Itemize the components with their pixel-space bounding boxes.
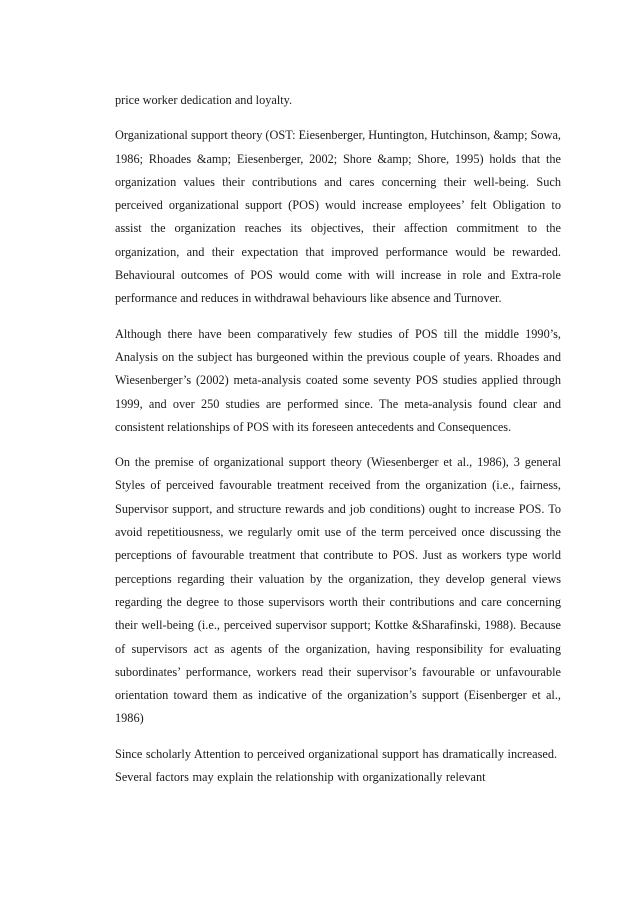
document-body xyxy=(115,89,561,801)
paragraph-1: price worker dedication and loyalty. xyxy=(115,93,293,107)
paragraph-4: On the premise of organizational support theory (Wiesenberger et al., 1986), 3 general Styles of perceived favourable treatment received from the organization (i.e., fairness, Supervisor support, and structure rewards and job conditions) ought to increase POS. To avoid repetitiousness, we regularly omit use of the term perceived once discussing the perceptions of favourable treatment that contribute to POS. Just as workers type world perceptions regarding their valuation by the organization, they develop general views regarding the degree to those supervisors worth their contributions and care concerning their well-being (i.e., perceived supervisor support; Kottke &Sharafinski, 1988). Because of supervisors act as agents of the organization, having responsibility for evaluating subordinates’ performance, workers read their supervisor’s favourable or unfavourable orientation toward them as indicative of the organization’s support (Eisenberger et al., 1986) xyxy=(115,455,561,726)
paragraph-2: Organizational support theory (OST: Eiesenberger, Huntington, Hutchinson, &amp; Sowa, 1986; Rhoades &amp; Eiesenberger, 2002; Shore &amp; Shore, 1995) holds that the organization values their contributions and cares concerning their well-being. Such perceived organizational support (POS) would increase employees’ felt Obligation to assist the organization reaches its objectives, their affection commitment to the organization, and their expectation that improved performance would be rewarded. Behavioural outcomes of POS would come with will increase in role and Extra-role performance and reduces in withdrawal behaviours like absence and Turnover. xyxy=(115,128,561,306)
paragraph-5: Since scholarly Attention to perceived organizational support has dramatically increased. Several factors may explain the relationship with organizationally relevant xyxy=(115,746,558,785)
paragraph-3: Although there have been comparatively few studies of POS till the middle 1990’s, Analysis on the subject has burgeoned within the previous couple of years. Rhoades and Wiesenberger’s (2002) meta-analysis coated some seventy POS studies applied through 1999, and over 250 studies are performed since. The meta-analysis found clear and consistent relationships of POS with its foreseen antecedents and Consequences. xyxy=(115,326,561,434)
